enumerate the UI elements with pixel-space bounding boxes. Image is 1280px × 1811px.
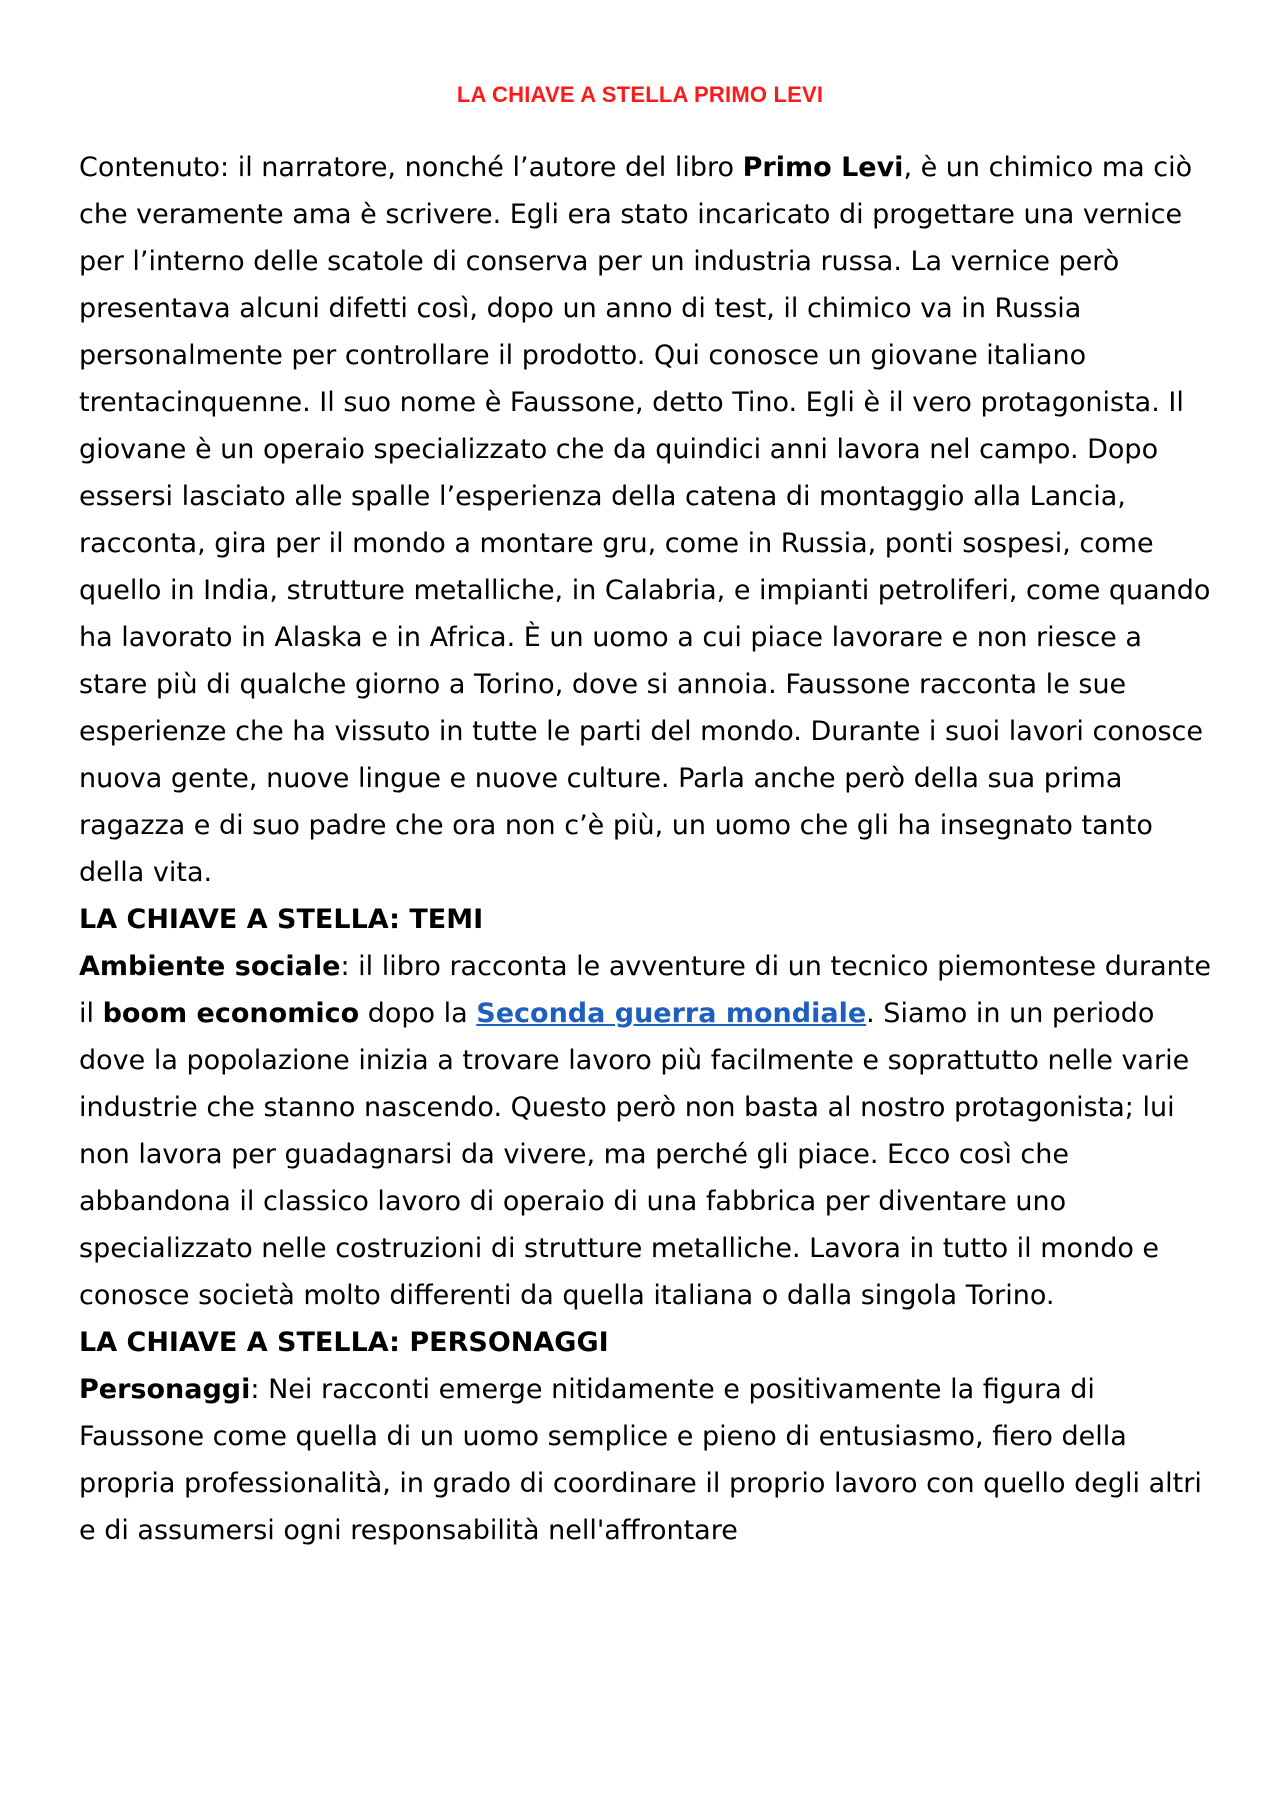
temi-text-2: dopo la	[359, 998, 477, 1029]
heading-temi: LA CHIAVE A STELLA: TEMI	[79, 904, 484, 935]
author-name: Primo Levi	[742, 152, 904, 183]
personaggi-text: : Nei racconti emerge nitidamente e positivamente la figura di Faussone come quella di un uomo semplice e pieno di entusiasmo, fiero della propria professionalità, in grado di coordinare il proprio lavoro con quello degli altri e di assumersi ogni responsabilità nell'affrontare	[79, 1374, 1202, 1546]
seconda-guerra-mondiale-link[interactable]: Seconda guerra mondiale	[476, 998, 867, 1029]
page-title: LA CHIAVE A STELLA PRIMO LEVI	[456, 82, 824, 107]
temi-text-1: : il libro racconta le avventure di un tecnico piemontese durante il	[79, 951, 1211, 1029]
label-personaggi: Personaggi	[79, 1374, 251, 1405]
label-ambiente-sociale: Ambiente sociale	[79, 951, 341, 982]
temi-text-3: . Siamo in un periodo dove la popolazione inizia a trovare lavoro più facilmente e soprattutto nelle varie industrie che stanno nascendo. Questo però non basta al nostro protagonista; lui non lavora per guadagnarsi da vivere, ma perché gli piace. Ecco così che abbandona il classico lavoro di operaio di una fabbrica per diventare uno specializzato nelle costruzioni di strutture metalliche. Lavora in tutto il mondo e conosce società molto differenti da quella italiana o dalla singola Torino.	[79, 998, 1190, 1311]
paragraph-temi	[79, 943, 1214, 1319]
boom-economico-bold: boom economico	[102, 998, 360, 1029]
paragraph-contenuto	[79, 144, 1214, 896]
contenuto-text-2: , è un chimico ma ciò che veramente ama è scrivere. Egli era stato incaricato di progettare una vernice per l’interno delle scatole di conserva per un industria russa. La vernice però presentava alcuni difetti così, dopo un anno di test, il chimico va in Russia personalmente per controllare il prodotto. Qui conosce un giovane italiano trentacinquenne. Il suo nome è Faussone, detto Tino. Egli è il vero protagonista. Il giovane è un operaio specializzato che da quindici anni lavora nel campo. Dopo essersi lasciato alle spalle l’esperienza della catena di montaggio alla Lancia, racconta, gira per il mondo a montare gru, come in Russia, ponti sospesi, come quello in India, strutture metalliche, in Calabria, e impianti petroliferi, come quando ha lavorato in Alaska e in Africa. È un uomo a cui piace lavorare e non riesce a stare più di qualche giorno a Torino, dove si annoia. Faussone racconta le sue esperienze che ha vissuto in tutte le parti del mondo. Durante i suoi lavori conosce nuova gente, nuove lingue e nuove culture. Parla anche però della sua prima ragazza e di suo padre che ora non c’è più, un uomo che gli ha insegnato tanto della vita.	[79, 152, 1211, 888]
contenuto-text-1: Contenuto: il narratore, nonché l’autore del libro	[79, 152, 743, 183]
heading-personaggi: LA CHIAVE A STELLA: PERSONAGGI	[79, 1327, 609, 1358]
paragraph-personaggi	[79, 1366, 1214, 1554]
document-body	[79, 144, 1214, 1554]
